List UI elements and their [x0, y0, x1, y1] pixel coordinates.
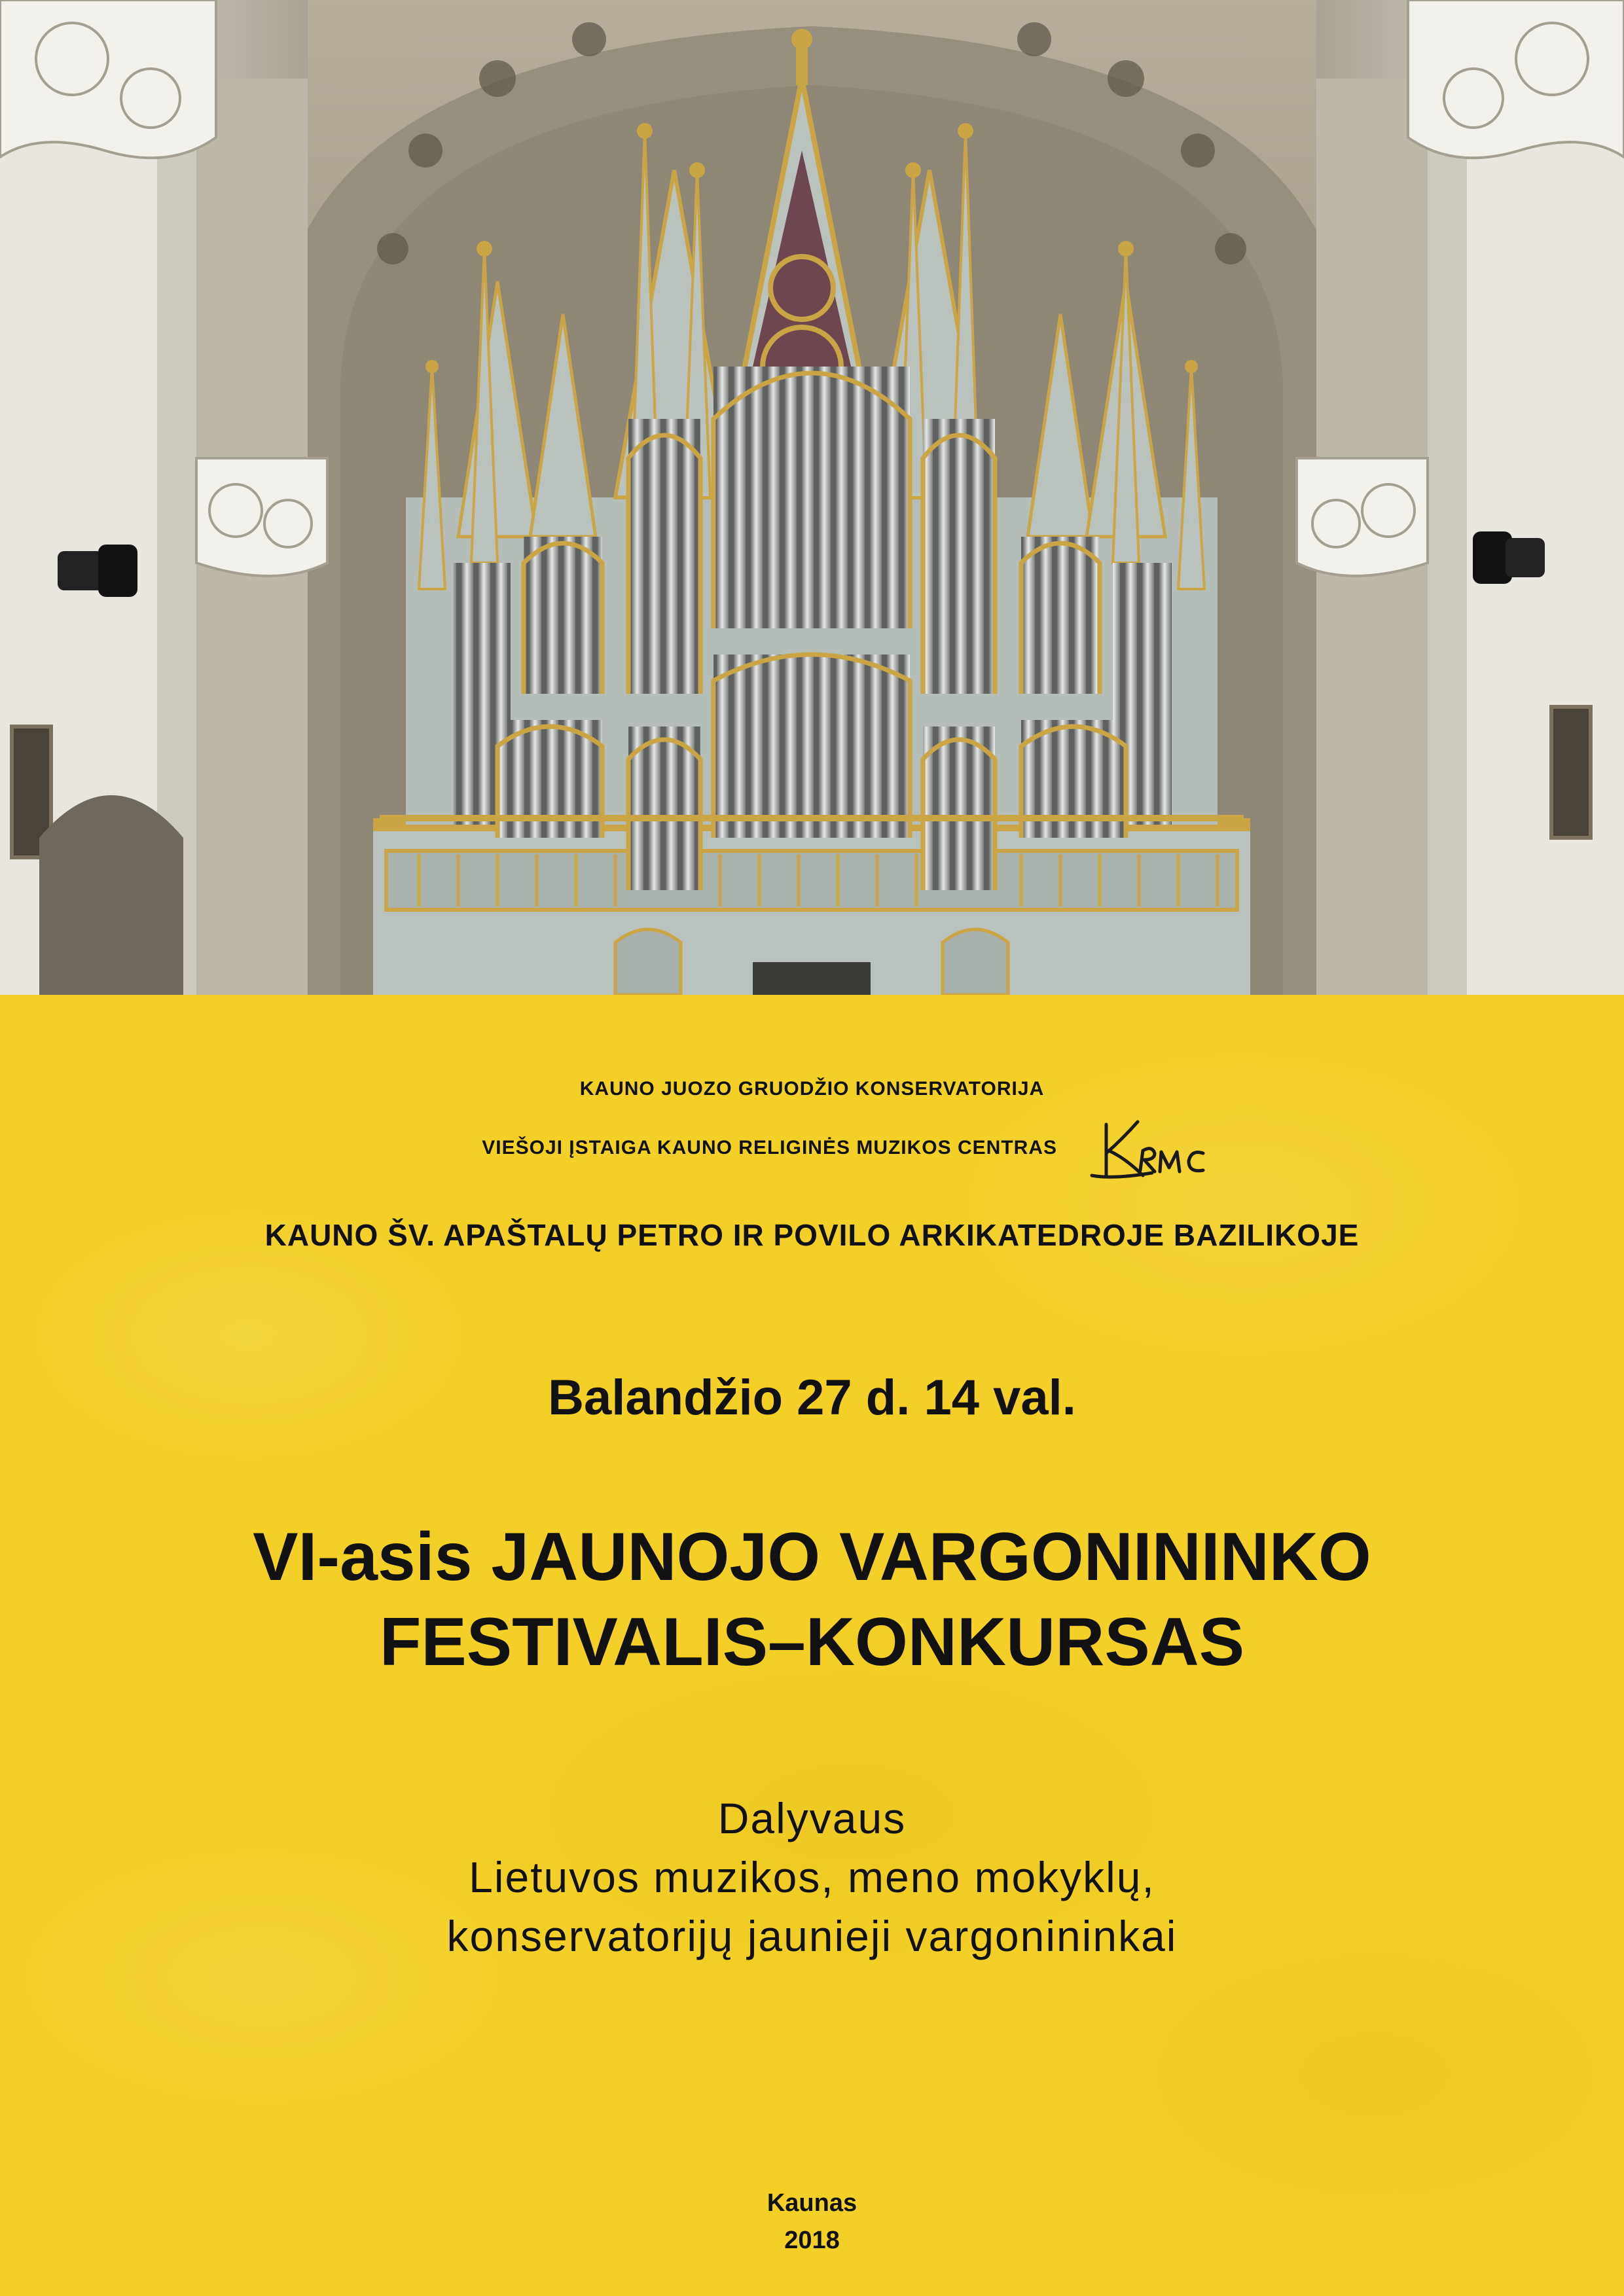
- event-title-line1: VI-asis JAUNOJO VARGONININKO: [253, 1519, 1371, 1595]
- poster-text-area: [0, 995, 1624, 2296]
- footer-city: Kaunas: [767, 2189, 857, 2217]
- event-title-line2: FESTIVALIS–KONKURSAS: [379, 1604, 1245, 1680]
- organizer-music-centre: VIEŠOJI ĮSTAIGA KAUNO RELIGINĖS MUZIKOS CENTRAS: [482, 1137, 1057, 1158]
- krmc-logo: [1087, 1113, 1231, 1185]
- description-line2: Lietuvos muzikos, meno mokyklų,: [469, 1853, 1155, 1901]
- description-line1: Dalyvaus: [717, 1794, 907, 1842]
- organ-photo: [0, 0, 1624, 995]
- venue-text: KAUNO ŠV. APAŠTALŲ PETRO IR POVILO ARKIKATEDROJE BAZILIKOJE: [264, 1218, 1360, 1252]
- organizer-conservatory: KAUNO JUOZO GRUODŽIO KONSERVATORIJA: [579, 1078, 1045, 1100]
- description-line3: konservatorijų jaunieji vargonininkai: [446, 1912, 1178, 1960]
- footer-year: 2018: [784, 2227, 840, 2254]
- event-date-time: Balandžio 27 d. 14 val.: [548, 1370, 1076, 1426]
